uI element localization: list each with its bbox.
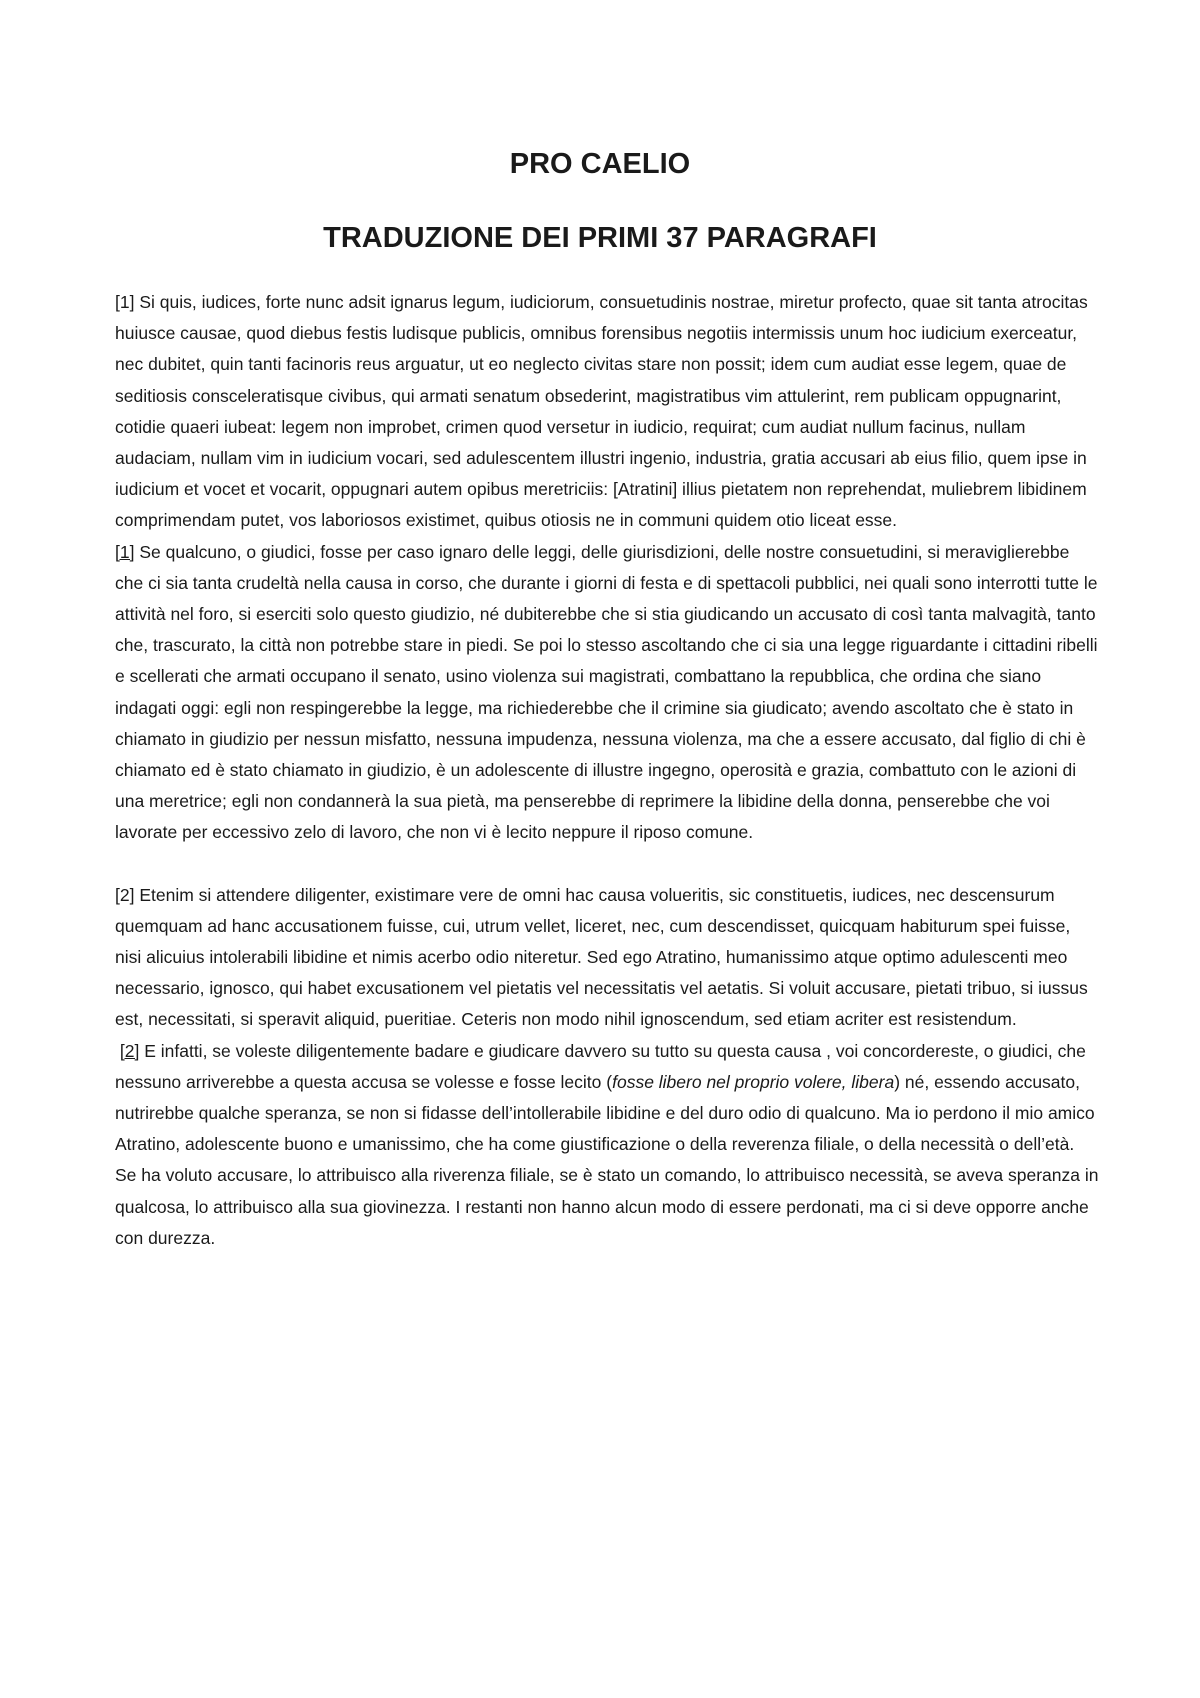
italic-gloss: fosse libero nel proprio volere, libera (612, 1071, 895, 1092)
paragraph-text: Si quis, iudices, forte nunc adsit ignarus legum, iudiciorum, consuetudinis nostrae, miretur profecto, quae sit tanta atrocitas huiusce causae, quod diebus festis ludisque publicis, omnibus forensibus negotiis intermissis unum hoc iudicium exerceatur, nec dubitet, quin tanti facinoris reus arguatur, ut eo neglecto civitas stare non possit; idem cum audiat esse legem, quae de seditiosis consceleratisque civibus, qui armati senatum obsederint, magistratibus vim attulerint, rem publicam oppugnarint, cotidie quaeri iubeat: legem non improbet, crimen quod versetur in iudicio, requirat; cum audiat nullum facinus, nullam audaciam, nullam vim in iudicium vocari, sed adulescentem illustri ingenio, industria, gratia accusari ab eius filio, quem ipse in iudicium et vocet et vocarit, oppugnari autem opibus meretriciis: [Atratini] illius pietatem non reprehendat, muliebrem libidinem comprimendam putet, vos laboriosos existimet, quibus otiosis ne in communi quidem otio liceat esse. (115, 292, 1088, 531)
paragraph-number: [1] (115, 292, 135, 312)
paragraph-number: [2] (115, 884, 135, 905)
document-body (115, 287, 1100, 1254)
paragraph-ref-link[interactable]: [1] (115, 541, 135, 562)
page-subtitle: TRADUZIONE DEI PRIMI 37 PARAGRAFI (323, 222, 877, 254)
paragraph-text: ) né, essendo accusato, nutrirebbe qualche speranza, se non si fidasse dell’intollerabile libidine e del duro odio di qualcuno. Ma io perdono il mio amico Atratino, adolescente buono e umanissimo, che ha come giustificazione o della reverenza filiale, o della necessità o dell’età. Se ha voluto accusare, lo attribuisco alla riverenza filiale, se è stato un comando, lo attribuisco necessità, se aveva speranza in qualcosa, lo attribuisco alla sua giovinezza. I restanti non hanno alcun modo di essere perdonati, ma ci si deve opporre anche con durezza. (115, 1071, 1099, 1248)
paragraph-text: Se qualcuno, o giudici, fosse per caso ignaro delle leggi, delle giurisdizioni, delle nostre consuetudini, si meraviglierebbe che ci sia tanta crudeltà nella causa in corso, che durante i giorni di festa e di spettacoli pubblici, nei quali sono interrotti tutte le attività nel foro, si eserciti solo questo giudizio, né dubiterebbe che si stia giudicando un accusato di così tanta malvagità, tanto che, trascurato, la città non potrebbe stare in piedi. Se poi lo stesso ascoltando che ci sia una legge riguardante i cittadini ribelli e scellerati che armati occupano il senato, usino violenza sui magistrati, combattano la repubblica, che ordina che siano indagati oggi: egli non respingerebbe la legge, ma richiederebbe che il crimine sia giudicato; avendo ascoltato che è stato in chiamato in giudizio per nessun misfatto, nessuna impudenza, nessuna violenza, ma che a essere accusato, dal figlio di chi è chiamato ed è stato chiamato in giudizio, è un adolescente di illustre ingegno, operosità e grazia, combattuto con le azioni di una meretrice; egli non condannerà la sua pietà, ma penserebbe di reprimere la libidine della donna, penserebbe che voi lavorate per eccessivo zelo di lavoro, che non vi è lecito neppure il riposo comune. (115, 541, 1098, 843)
page-title: PRO CAELIO (509, 148, 691, 180)
paragraph-text: Etenim si attendere diligenter, existimare vere de omni hac causa volueritis, sic constituetis, iudices, nec descensurum quemquam ad hanc accusationem fuisse, cui, utrum vellet, liceret, nec, cum descendisset, quicquam habiturum spei fuisse, nisi alicuius intolerabili libidine et nimis acerbo odio niteretur. Sed ego Atratino, humanissimo atque optimo adulescenti meo necessario, ignosco, qui habet excusationem vel pietatis vel necessitatis vel aetatis. Si voluit accusare, pietati tribuo, si iussus est, necessitati, si speravit aliquid, pueritiae. Ceteris non modo nihil ignoscendum, sed etiam acriter est resistendum. (115, 884, 1088, 1030)
paragraph-ref-link[interactable]: [2] (119, 1040, 140, 1061)
translation-paragraph-1 (115, 537, 1100, 849)
latin-paragraph-2 (115, 880, 1100, 1036)
paragraph-text: E infatti, se voleste diligentemente badare e giudicare davvero su tutto su questa causa , voi concordereste, o giudici, che nessuno arriverebbe a questa accusa se volesse e fosse lecito ( (115, 1040, 1086, 1092)
translation-paragraph-2 (115, 1036, 1100, 1254)
latin-paragraph-1 (115, 287, 1100, 537)
